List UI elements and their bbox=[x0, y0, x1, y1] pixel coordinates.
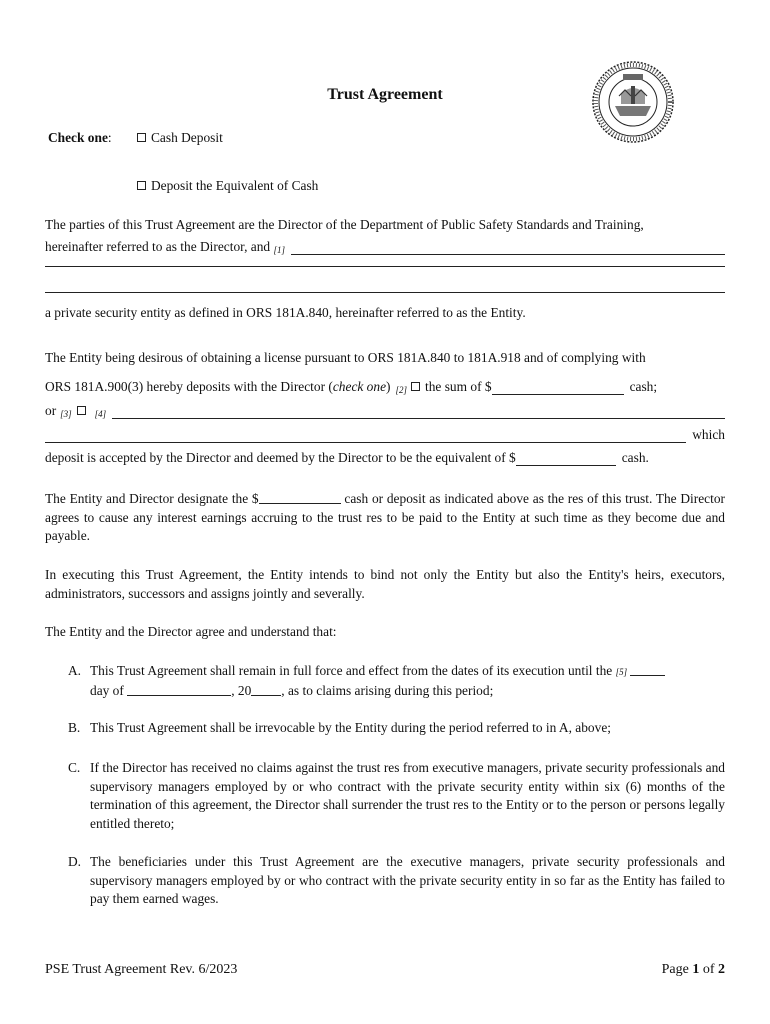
item-a-text-end: , as to claims arising during this period; bbox=[281, 682, 494, 698]
equivalent-cash-label: Deposit the Equivalent of Cash bbox=[151, 178, 319, 193]
equivalent-cash-option[interactable] bbox=[137, 178, 318, 194]
item-a-label: A. bbox=[68, 663, 82, 678]
item-a bbox=[68, 662, 725, 700]
entity-name-field[interactable] bbox=[291, 240, 725, 255]
end-month-field[interactable] bbox=[127, 683, 231, 696]
current-page: 1 bbox=[692, 962, 700, 977]
item-d bbox=[68, 853, 725, 909]
total-pages: 2 bbox=[718, 962, 725, 977]
entity-line-1: The Entity being desirous of obtaining a license pursuant to ORS 181A.840 to 181A.918 and of complying with bbox=[45, 350, 646, 365]
item-b-text: This Trust Agreement shall be irrevocable by the Entity during the period referred to in A, above; bbox=[90, 720, 611, 735]
end-year-field[interactable] bbox=[251, 683, 281, 696]
entity-cash-label: cash; bbox=[629, 379, 658, 394]
end-day-field[interactable] bbox=[630, 663, 665, 676]
page-word: Page bbox=[661, 962, 689, 977]
entity-line-2-c: ) bbox=[386, 379, 391, 394]
equivalent-amount-field[interactable] bbox=[516, 453, 616, 466]
entity-line-4 bbox=[45, 446, 725, 466]
item-b-label: B. bbox=[68, 720, 81, 735]
item-a-text-1: This Trust Agreement shall remain in full force and effect from the dates of its execution until the bbox=[90, 663, 613, 678]
parties-line-2-text: hereinafter referred to as the Director, and bbox=[45, 239, 271, 254]
entity-line-2-a: ORS 181A.900(3) hereby deposits with the Director ( bbox=[45, 379, 333, 394]
entity-line-2-check-one: check one bbox=[332, 379, 387, 394]
footer-page-number bbox=[662, 962, 725, 978]
cash-deposit-option[interactable] bbox=[137, 130, 223, 146]
parties-line-3: a private security entity as defined in ORS 181A.840, hereinafter referred to as the Entity. bbox=[45, 305, 526, 320]
res-amount-field[interactable] bbox=[259, 491, 341, 504]
footnote-3: [3] bbox=[60, 409, 72, 419]
entity-sum-label: the sum of $ bbox=[425, 379, 492, 394]
designate-text-a: The Entity and Director designate the $ bbox=[45, 491, 259, 506]
equivalent-deposit-checkbox[interactable] bbox=[77, 406, 86, 415]
item-a-day-of: day of bbox=[90, 682, 124, 698]
document-title: Trust Agreement bbox=[327, 86, 443, 103]
equivalent-cash-checkbox[interactable] bbox=[137, 181, 146, 190]
item-c-text: If the Director has received no claims against the trust res from executive managers, private security professionals and supervisory managers employed by or who contract with the private security entity within six (6) months of the termination of this agreement, the Director shall surrender the trust res to the Entity or to the person or persons legally entitled thereto; bbox=[90, 760, 725, 831]
deposit-description-field[interactable] bbox=[112, 404, 725, 419]
cash-deposit-label: Cash Deposit bbox=[151, 130, 223, 145]
footnote-1: [1] bbox=[273, 245, 285, 255]
which-label: which bbox=[692, 427, 725, 442]
footnote-2: [2] bbox=[395, 385, 407, 395]
entity-name-line-2[interactable] bbox=[45, 266, 725, 267]
designate-text-b: cash or deposit as indicated above as the res of this trust. The Director agrees to cause any interest earnings accruing to the trust res to be paid to the Entity at such time as they become due and payable. bbox=[45, 491, 725, 543]
equivalent-cash-label: cash. bbox=[621, 450, 649, 465]
item-a-year-prefix: , 20 bbox=[231, 682, 252, 698]
footnote-5: [5] bbox=[615, 667, 628, 677]
parties-line-1: The parties of this Trust Agreement are the Director of the Department of Public Safety Standards and Training, bbox=[45, 217, 644, 232]
footer-revision: PSE Trust Agreement Rev. 6/2023 bbox=[45, 962, 238, 977]
deposit-description-line-2[interactable] bbox=[45, 428, 686, 443]
check-one-colon: : bbox=[107, 130, 112, 145]
executing-paragraph: In executing this Trust Agreement, the Entity intends to bind not only the Entity but also the Entity's heirs, executors, administrators, successors and assigns jointly and severally. bbox=[45, 567, 725, 601]
item-d-label: D. bbox=[68, 854, 82, 869]
cash-amount-field[interactable] bbox=[492, 382, 624, 395]
check-one-row bbox=[48, 130, 112, 146]
item-c-label: C. bbox=[68, 760, 81, 775]
entity-which-row bbox=[45, 423, 725, 443]
cash-sum-checkbox[interactable] bbox=[411, 382, 420, 391]
item-d-text: The beneficiaries under this Trust Agreement are the executive managers, private security professionals and supervisory managers employed by or who contract with the private security entity in so far as the Entity has failed to pay them earned wages. bbox=[90, 854, 725, 906]
parties-line-2 bbox=[45, 235, 725, 255]
equivalent-text: deposit is accepted by the Director and deemed by the Director to be the equivalent of $ bbox=[45, 450, 516, 465]
entity-line-3 bbox=[45, 399, 725, 419]
item-a-text bbox=[90, 662, 725, 700]
page-of: of bbox=[702, 962, 715, 977]
entity-name-line-3[interactable] bbox=[45, 292, 725, 293]
item-b bbox=[68, 719, 725, 738]
footnote-4: [4] bbox=[94, 409, 107, 419]
agree-paragraph: The Entity and the Director agree and understand that: bbox=[45, 624, 337, 639]
check-one-label: Check one bbox=[48, 130, 108, 145]
cash-deposit-checkbox[interactable] bbox=[137, 133, 146, 142]
entity-line-2 bbox=[45, 375, 725, 395]
designate-paragraph bbox=[45, 490, 725, 546]
or-label: or bbox=[45, 403, 57, 418]
item-c bbox=[68, 759, 725, 833]
